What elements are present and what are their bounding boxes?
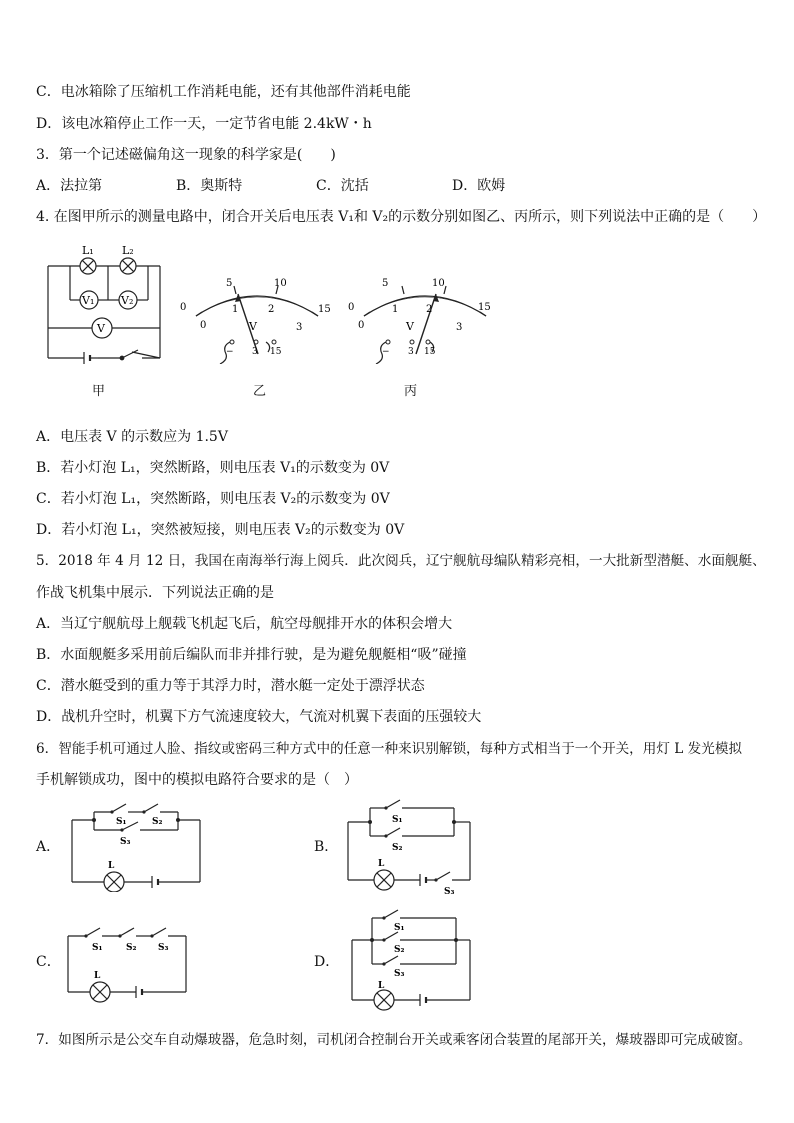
q6c-s1-label: S₁	[92, 943, 103, 953]
q6b-s2-label: S₂	[392, 843, 403, 853]
q6-circuit-a	[66, 800, 206, 892]
meter-bing-bottom-2: 2	[426, 304, 433, 315]
q6-option-d-label: D．	[314, 954, 340, 970]
q6c-s2-label: S₂	[126, 943, 137, 953]
q6c-lamp-label: L	[94, 971, 101, 981]
q2-option-c: C．电冰箱除了压缩机工作消耗电能，还有其他部件消耗电能	[36, 84, 411, 100]
q6-stem-line2: 手机解锁成功，图中的模拟电路符合要求的是（ ）	[36, 772, 358, 788]
q3-option-a: A．法拉第	[36, 178, 103, 194]
q5-option-a: A．当辽宁舰航母上舰载飞机起飞后，航空母舰排开水的体积会增大	[36, 616, 453, 632]
figure-caption-jia: 甲	[92, 384, 106, 399]
q6d-s2-label: S₂	[394, 945, 405, 955]
meter-bing-bottom-1: 1	[392, 304, 399, 315]
meter-yi-top-5: 5	[226, 278, 233, 289]
q6-option-a-label: A．	[36, 839, 61, 855]
q6d-lamp-label: L	[378, 981, 385, 991]
q3-option-c: C．沈括	[316, 178, 369, 194]
meter-bing-bottom-3: 3	[456, 322, 463, 333]
q6a-s3-label: S₃	[120, 837, 131, 847]
meter-yi-terminal-minus: −	[226, 347, 234, 357]
meter-bing-top-10: 10	[432, 278, 445, 289]
q4-option-d: D．若小灯泡 L₁，突然被短接，则电压表 V₂的示数变为 0V	[36, 522, 405, 538]
meter-yi-v-label: V	[249, 320, 257, 333]
meter-yi-terminal-3: 3	[252, 347, 258, 357]
meter-bing-top-0: 0	[348, 302, 355, 313]
q6c-s3-label: S₃	[158, 943, 169, 953]
q4-stem: 4. 在图甲所示的测量电路中，闭合开关后电压表 V₁和 V₂的示数分别如图乙、丙所示，则下列说法中正确的是（ ）	[36, 209, 767, 225]
q4-option-b: B．若小灯泡 L₁，突然断路，则电压表 V₁的示数变为 0V	[36, 460, 390, 476]
figure-caption-bing: 丙	[404, 384, 418, 399]
q5-option-d: D．战机升空时，机翼下方气流速度较大，气流对机翼下表面的压强较大	[36, 709, 482, 725]
q5-stem-line2: 作战飞机集中展示．下列说法正确的是	[36, 585, 274, 601]
q6b-s1-label: S₁	[392, 815, 403, 825]
q3-option-b: B．奥斯特	[176, 178, 243, 194]
meter-bing-top-5: 5	[382, 278, 389, 289]
meter-yi-top-10: 10	[274, 278, 287, 289]
q5-stem-line1: 5．2018 年 4 月 12 日，我国在南海举行海上阅兵．此次阅兵，辽宁舰航母编队精彩亮相，一大批新型潜艇、水面舰艇、	[36, 553, 766, 569]
meter-bing-terminal-3: 3	[408, 347, 414, 357]
q4-option-c: C．若小灯泡 L₁，突然断路，则电压表 V₂的示数变为 0V	[36, 491, 390, 507]
q6-circuit-c	[62, 920, 192, 1006]
q4-circuit-diagram-jia	[44, 240, 164, 370]
q6-option-b-label: B．	[314, 839, 339, 855]
q6-circuit-d	[346, 906, 476, 1012]
meter-bing-v-label: V	[406, 320, 414, 333]
q6b-s3-label: S₃	[444, 887, 455, 897]
meter-yi-bottom-2: 2	[268, 304, 275, 315]
q6-stem-line1: 6．智能手机可通过人脸、指纹或密码三种方式中的任意一种来识别解锁，每种方式相当于一个开关，用灯 L 发光模拟	[36, 741, 743, 757]
q6a-s1-label: S₁	[116, 817, 127, 827]
lamp-l1-label: L₁	[82, 244, 94, 257]
q6b-lamp-label: L	[378, 859, 385, 869]
q4-voltmeter-yi	[178, 268, 336, 364]
lamp-l2-label: L₂	[122, 244, 134, 257]
q6d-s3-label: S₃	[394, 969, 405, 979]
figure-caption-yi: 乙	[253, 384, 267, 399]
meter-bing-terminal-minus: −	[382, 347, 390, 357]
q5-option-c: C．潜水艇受到的重力等于其浮力时，潜水艇一定处于漂浮状态	[36, 678, 425, 694]
voltmeter-v1-label: V₁	[82, 294, 95, 307]
q4-option-a: A．电压表 V 的示数应为 1.5V	[36, 429, 228, 445]
meter-bing-bottom-0: 0	[358, 320, 365, 331]
voltmeter-v2-label: V₂	[121, 294, 134, 307]
q2-option-d: D．该电冰箱停止工作一天，一定节省电能 2.4kW・h	[36, 116, 372, 132]
meter-yi-bottom-0: 0	[200, 320, 207, 331]
q3-option-d: D．欧姆	[452, 178, 506, 194]
q7-stem: 7．如图所示是公交车自动爆玻器，危急时刻，司机闭合控制台开关或乘客闭合装置的尾部开关，爆玻器即可完成破窗。	[36, 1032, 752, 1048]
q6-option-c-label: C．	[36, 954, 61, 970]
q6a-lamp-label: L	[108, 861, 115, 871]
q6d-s1-label: S₁	[394, 923, 405, 933]
q6-circuit-b	[344, 796, 474, 900]
q3-stem: 3．第一个记述磁偏角这一现象的科学家是( )	[36, 147, 336, 163]
meter-bing-terminal-15: 15	[424, 347, 436, 357]
meter-yi-top-0: 0	[180, 302, 187, 313]
meter-yi-top-15: 15	[318, 304, 331, 315]
q5-option-b: B．水面舰艇多采用前后编队而非并排行驶，是为避免舰艇相“吸”碰撞	[36, 647, 467, 663]
meter-yi-bottom-1: 1	[232, 304, 239, 315]
q4-voltmeter-bing	[346, 268, 504, 364]
meter-yi-bottom-3: 3	[296, 322, 303, 333]
voltmeter-v-label: V	[97, 322, 105, 335]
q6a-s2-label: S₂	[152, 817, 163, 827]
meter-yi-terminal-15: 15	[270, 347, 282, 357]
meter-bing-top-15: 15	[478, 302, 491, 313]
